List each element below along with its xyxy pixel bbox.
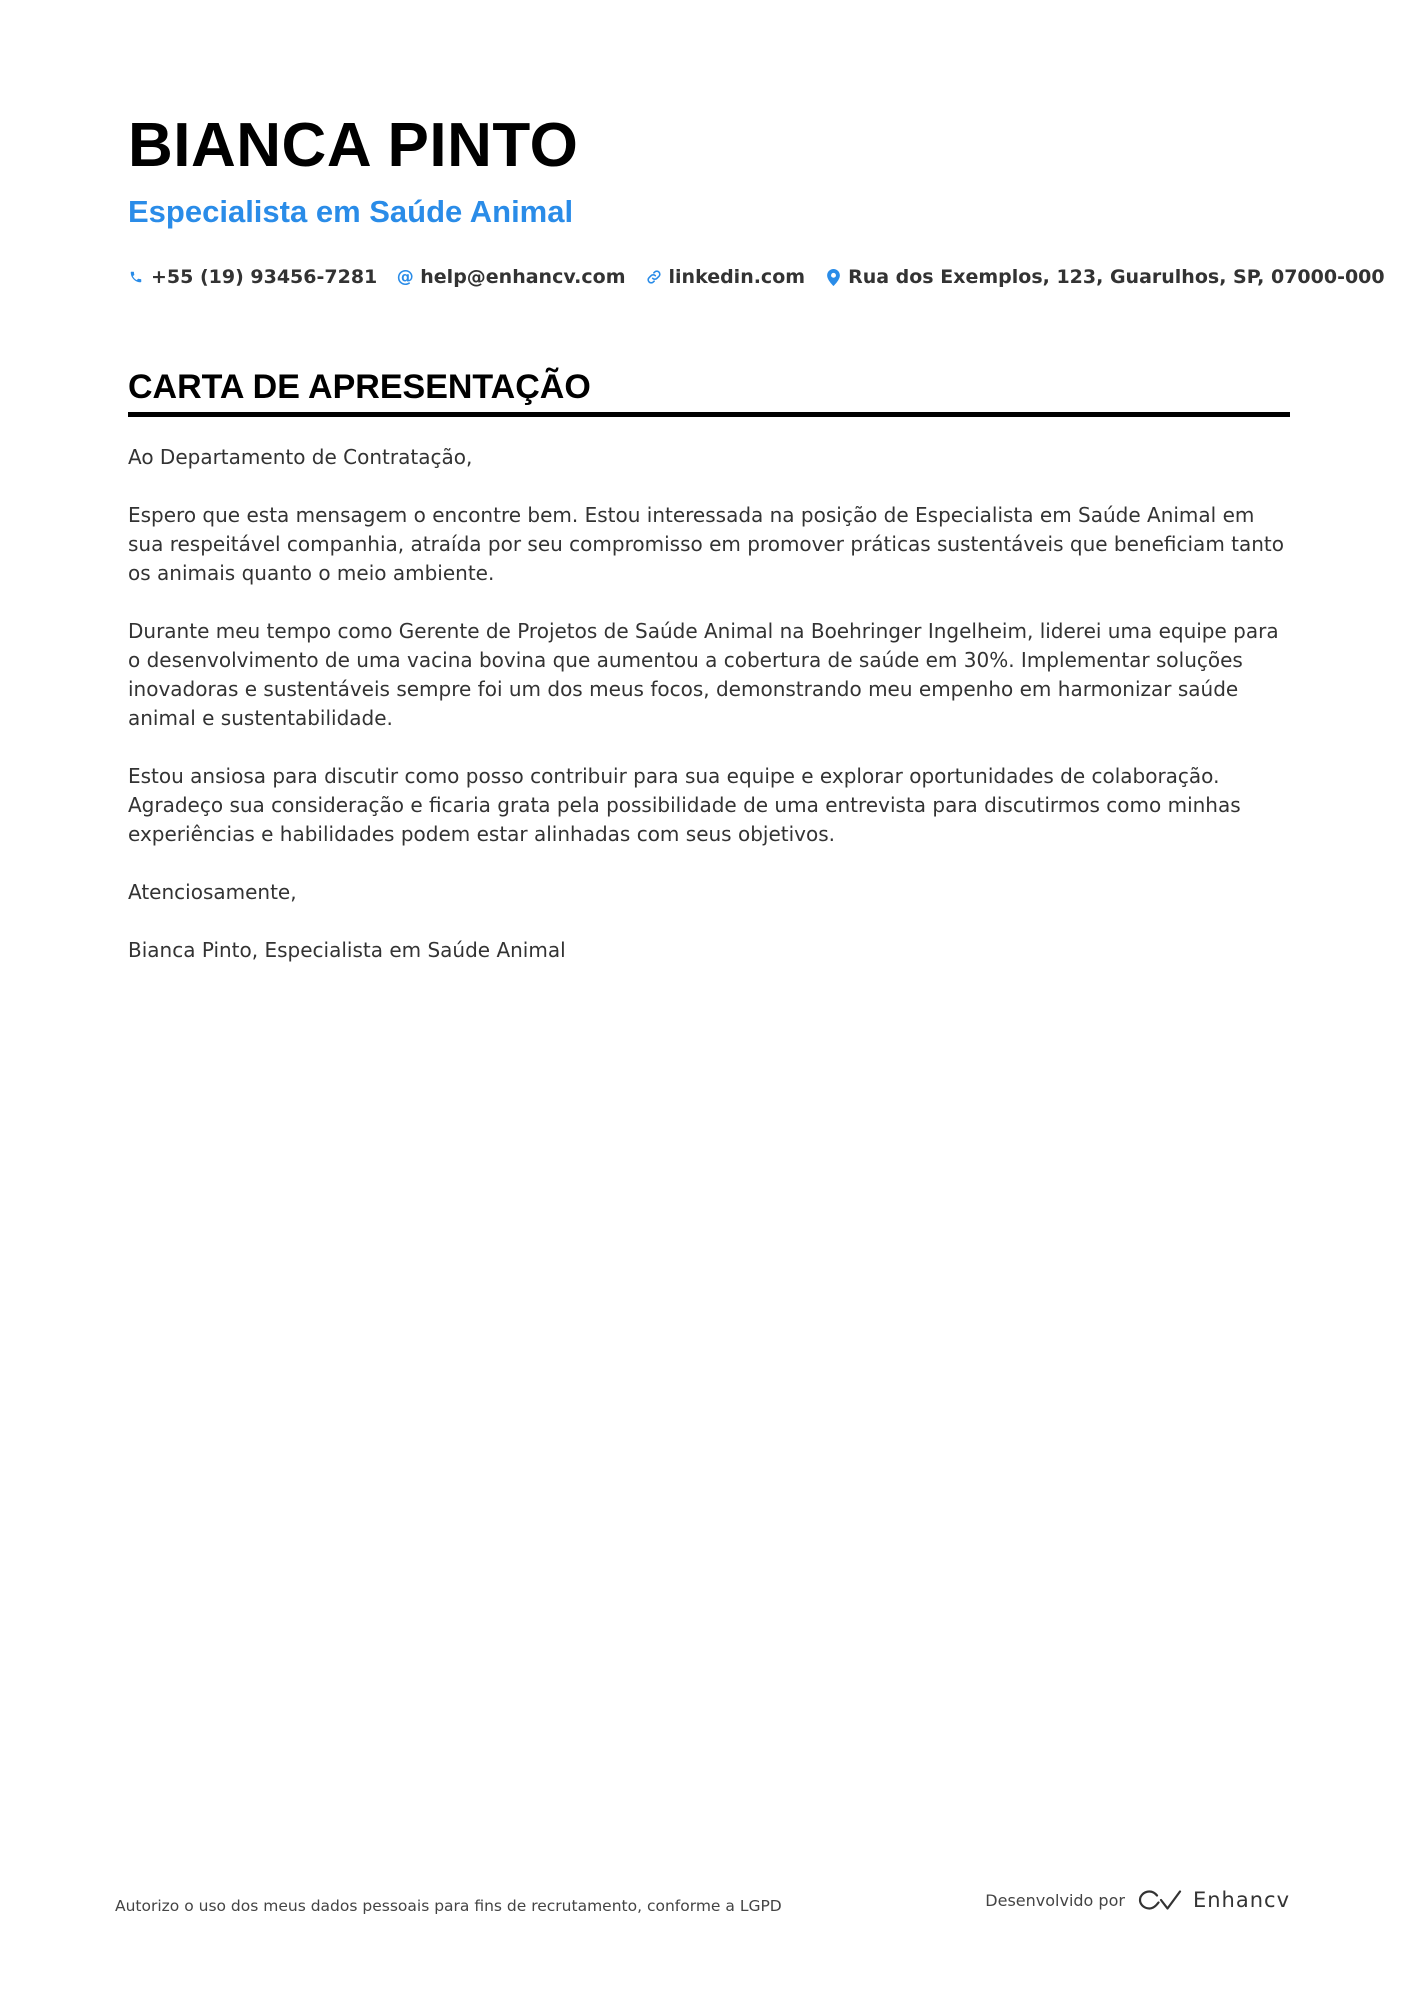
link-text[interactable]: linkedin.com [668,266,806,288]
phone-icon [128,268,144,286]
letter-paragraph: Durante meu tempo como Gerente de Projetos de Saúde Animal na Boehringer Ingelheim, liderei uma equipe para o desenvolvimento de uma vacina bovina que aumentou a cobertura de saúde em 30%. Implementar soluções inovadoras e sustentáveis sempre foi um dos meus focos, demonstrando meu empenho em harmonizar saúde animal e sustentabilidade. [128,619,1279,730]
consent-note: Autorizo o uso dos meus dados pessoais para fins de recrutamento, conforme a LGPD [115,1897,782,1915]
section-title: CARTA DE APRESENTAÇÃO [128,368,591,406]
cover-letter-section [128,366,1290,994]
location-pin-icon [825,268,841,286]
address-text: Rua dos Exemplos, 123, Guarulhos, SP, 07000-000 [848,266,1385,288]
enhancv-logo-icon [1137,1888,1290,1912]
letter-body [128,443,1290,965]
letter-closing: Atenciosamente, [128,880,297,904]
candidate-title: Especialista em Saúde Animal [128,194,574,229]
brand-name: Enhancv [1192,1888,1290,1912]
letter-paragraph: Estou ansiosa para discutir como posso contribuir para sua equipe e explorar oportunidades de colaboração. Agradeço sua consideração e ficaria grata pela possibilidade de uma entrevista para discutirmos como minhas experiências e habilidades podem estar alinhadas com seus objetivos. [128,764,1241,846]
contact-row [128,264,1385,290]
email-text[interactable]: help@enhancv.com [420,266,626,288]
powered-by-label: Desenvolvido por [985,1890,1125,1910]
powered-by[interactable] [985,1888,1290,1912]
at-icon: @ [396,267,414,287]
contact-email [397,264,625,290]
contact-phone [128,264,377,290]
letter-paragraph: Espero que esta mensagem o encontre bem. Estou interessada na posição de Especialista em Saúde Animal em sua respeitável companhia, atraída por seu compromisso em promover práticas sustentáveis que beneficiam tanto os animais quanto o meio ambiente. [128,503,1285,585]
letter-greeting: Ao Departamento de Contratação, [128,445,473,469]
phone-text[interactable]: +55 (19) 93456-7281 [151,266,378,288]
candidate-name: BIANCA PINTO [128,111,579,180]
contact-address [825,264,1385,290]
header [128,108,1385,290]
letter-signature: Bianca Pinto, Especialista em Saúde Animal [128,938,566,962]
contact-link [646,264,806,290]
section-divider [128,412,1290,417]
link-icon [646,268,662,286]
